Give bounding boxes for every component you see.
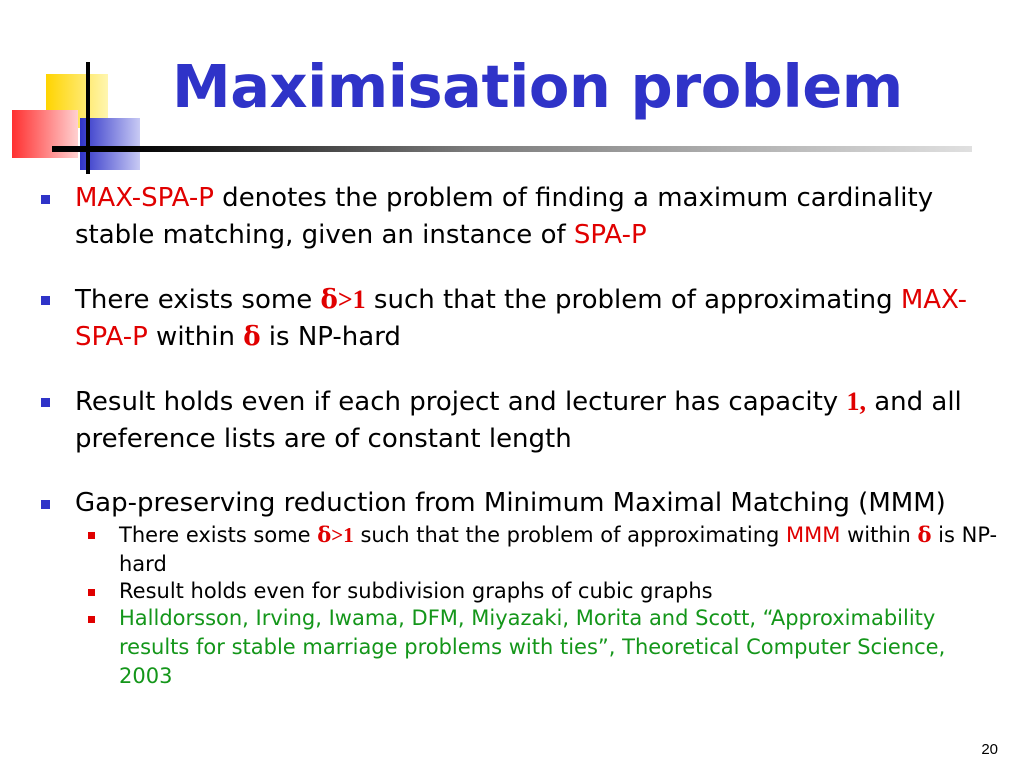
bullet-item	[40, 281, 1000, 356]
bullet-item	[40, 180, 1000, 254]
delta-symbol: δ	[243, 322, 261, 352]
bullet-text: denotes the problem of finding a maximum cardinality stable matching, given an instance of	[75, 183, 934, 250]
logo-vertical-line	[86, 62, 90, 174]
bullet-text: and all preference lists are of constant length	[75, 387, 962, 454]
bullet-item	[40, 383, 1000, 458]
term: SPA-P	[573, 220, 647, 250]
page-number: 20	[981, 741, 998, 758]
bullet-text: Gap-preserving reduction from Minimum Maximal Matching (MMM)	[75, 488, 946, 518]
square-bullet-icon	[41, 195, 50, 204]
square-bullet-icon	[41, 500, 50, 509]
delta-symbol: δ	[917, 522, 932, 547]
bullet-text: There exists some	[75, 285, 321, 315]
bullet-text: There exists some	[119, 523, 318, 547]
bullet-text: within	[840, 523, 918, 547]
bullet-text: such that the problem of approximating	[353, 523, 787, 547]
delta-symbol: δ	[320, 285, 338, 315]
slide-content	[40, 180, 1000, 691]
bullet-text: within	[147, 322, 244, 352]
term: MAX-SPA-P	[75, 285, 967, 352]
inequality: >1	[337, 285, 366, 314]
delta-symbol: δ	[317, 522, 332, 547]
square-bullet-icon	[88, 616, 95, 623]
bullet-text: Result holds even if each project and lecturer has capacity	[75, 387, 847, 417]
square-bullet-icon	[88, 589, 95, 596]
sub-bullet-item	[40, 577, 1000, 606]
sub-bullet-item	[40, 604, 1000, 691]
bullet-text: Result holds even for subdivision graphs of cubic graphs	[119, 579, 713, 603]
bullet-text: such that the problem of approximating	[365, 285, 901, 315]
capacity-value: 1,	[846, 387, 866, 416]
sub-bullet-item	[40, 520, 1000, 579]
citation: Halldorsson, Irving, Iwama, DFM, Miyazaki, Morita and Scott, “Approximability results for stable marriage problems with ties”, Theoretical Computer Science, 2003	[119, 606, 946, 688]
square-bullet-icon	[88, 532, 95, 539]
slide-title: Maximisation problem	[172, 52, 903, 121]
term: MAX-SPA-P	[75, 183, 214, 213]
square-bullet-icon	[41, 398, 50, 407]
decorative-logo	[0, 0, 150, 190]
title-underline	[52, 146, 972, 152]
square-bullet-icon	[41, 296, 50, 305]
bullet-item	[40, 485, 1000, 522]
bullet-text: is NP-hard	[260, 322, 401, 352]
inequality: >1	[331, 523, 354, 547]
bullet-text: is NP-hard	[119, 523, 998, 576]
term: MMM	[786, 523, 841, 547]
